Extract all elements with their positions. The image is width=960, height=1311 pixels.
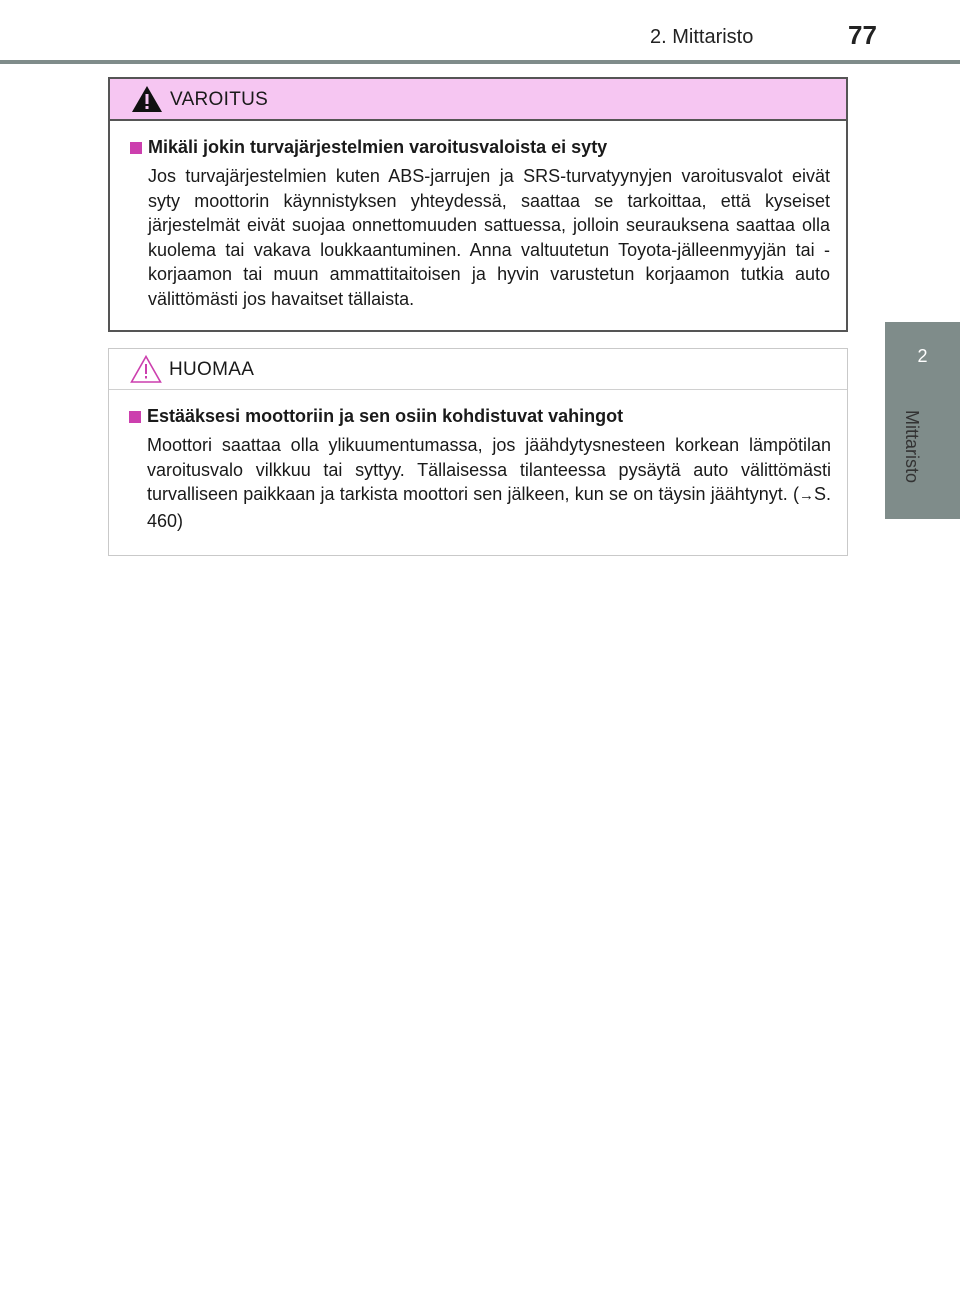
caution-triangle-icon — [129, 354, 163, 384]
side-tab — [885, 322, 960, 519]
notice-heading-text: Estääksesi moottoriin ja sen osiin kohdistuvat vahingot — [147, 406, 624, 426]
warning-heading-text: Mikäli jokin turvajärjestelmien varoitusvaloista ei syty — [148, 137, 608, 157]
square-bullet-icon — [129, 411, 141, 423]
notice-paragraph — [147, 433, 831, 533]
page-number: 77 — [848, 20, 877, 50]
notice-box — [108, 348, 848, 556]
warning-item-heading — [130, 137, 830, 158]
warning-header — [110, 79, 846, 121]
running-header-section: 2. Mittaristo — [650, 26, 754, 48]
warning-box — [108, 77, 848, 332]
header-rule — [0, 60, 960, 64]
square-bullet-icon — [130, 142, 142, 154]
side-tab-number: 2 — [917, 346, 928, 366]
notice-paragraph-text: Moottori saattaa olla ylikuumentumassa, jos jäähdytysnesteen korkean lämpötilan varoitusvalo vilkkuu tai syttyy. Tällaisessa tilanteessa pysäytä auto välittömästi turvalliseen paikkaan ja tarkista moottori sen jälkeen, kun se on täysin jäähtynyt. ( — [147, 435, 831, 504]
notice-item-heading — [129, 406, 831, 427]
notice-body — [109, 390, 847, 533]
page-reference-link[interactable]: S. 460) — [147, 484, 831, 531]
notice-header — [109, 349, 847, 390]
warning-body — [110, 121, 846, 311]
notice-label: HUOMAA — [169, 359, 255, 380]
warning-label: VAROITUS — [170, 89, 269, 110]
arrow-icon: → — [798, 487, 814, 504]
warning-triangle-icon — [130, 84, 164, 114]
side-tab-label: Mittaristo — [902, 410, 922, 484]
warning-paragraph: Jos turvajärjestelmien kuten ABS-jarrujen ja SRS-turvatyynyjen varoitusvalot eivät syty moottorin käynnistyksen yhteydessä, saattaa se tarkoittaa, että kyseiset järjestelmät eivät suojaa onnettomuuden sattuessa, jolloin seurauksena saattaa olla kuolema tai vakava loukkaantuminen. Anna valtuutetun Toyota-jälleenmyyjän tai -korjaamon tai muun ammattitaitoisen ja hyvin varustetun korjaamon tutkia auto välittömästi jos havaitset tällaista. — [148, 166, 830, 309]
